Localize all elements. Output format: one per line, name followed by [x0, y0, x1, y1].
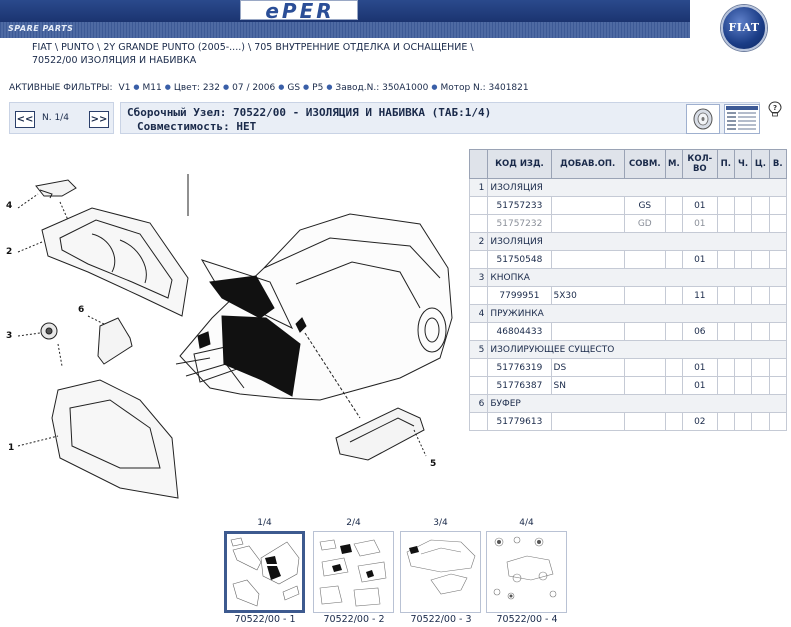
part-m: [665, 323, 682, 341]
part-row[interactable]: [470, 359, 787, 377]
filter-item: Мотор N.: 3401821: [440, 83, 529, 93]
part-compat: [624, 377, 665, 395]
filter-item: Завод.N.: 350A1000: [335, 83, 429, 93]
parts-list-view-icon[interactable]: [724, 104, 760, 134]
part-qty: 11: [682, 287, 717, 305]
app-header: [0, 0, 690, 38]
thumbnail-number: 2/4: [346, 518, 361, 528]
part-code[interactable]: 51776319: [488, 359, 551, 377]
filter-item: M11: [142, 83, 162, 93]
group-name: ИЗОЛЯЦИЯ: [488, 179, 787, 197]
header-stripe: [0, 22, 690, 38]
filter-item: GS: [287, 83, 301, 93]
bullet-icon: ●: [303, 83, 310, 91]
col-header-addon[interactable]: ДОБАВ.ОП.: [551, 150, 624, 179]
part-compat: GS: [624, 197, 665, 215]
part-m: [665, 359, 682, 377]
filters-label: АКТИВНЫЕ ФИЛЬТРЫ:: [9, 83, 113, 93]
part-addon: [551, 323, 624, 341]
breadcrumb: [32, 41, 592, 67]
part-row[interactable]: [470, 287, 787, 305]
part-code[interactable]: 51757232: [488, 215, 551, 233]
part-code[interactable]: 46804433: [488, 323, 551, 341]
eper-logo-text: ePER: [265, 0, 335, 23]
part-code[interactable]: 51757233: [488, 197, 551, 215]
part-code[interactable]: 51779613: [488, 413, 551, 431]
assembly-title: Сборочный Узел: 70522/00 - ИЗОЛЯЦИЯ И НАБИВКА (ТАБ:1/4): [127, 106, 492, 119]
part-code[interactable]: 51776387: [488, 377, 551, 395]
thumbnail-label[interactable]: 70522/00 - 4: [496, 614, 558, 625]
part-m: [665, 251, 682, 269]
thumbnail-2[interactable]: [313, 531, 394, 613]
group-row[interactable]: [470, 269, 787, 287]
bullet-icon: ●: [278, 83, 285, 91]
part-code[interactable]: 51750548: [488, 251, 551, 269]
part-row[interactable]: [470, 323, 787, 341]
bullet-icon: ●: [326, 83, 333, 91]
col-header-v[interactable]: В.: [769, 150, 786, 179]
part-code[interactable]: 7799951: [488, 287, 551, 305]
table-navigation: [9, 102, 114, 134]
part-addon: 5X30: [551, 287, 624, 305]
part-addon: SN: [551, 377, 624, 395]
wheel-view-icon[interactable]: [686, 104, 720, 134]
callout-1: 1: [8, 443, 15, 453]
part-4-shape: [36, 180, 76, 196]
thumbnail-1[interactable]: [224, 531, 305, 613]
group-name: БУФЕР: [488, 395, 787, 413]
assembly-compat: Совместимость: НЕТ: [137, 120, 257, 133]
part-addon: [551, 197, 624, 215]
group-number: 3: [470, 269, 488, 287]
part-row[interactable]: [470, 215, 787, 233]
bullet-icon: ●: [223, 83, 230, 91]
exploded-diagram: [0, 168, 465, 510]
part-addon: DS: [551, 359, 624, 377]
thumbnail-4[interactable]: [486, 531, 567, 613]
part-qty: 01: [682, 215, 717, 233]
callout-2: 2: [6, 247, 13, 257]
fiat-logo-text: FIAT: [728, 21, 760, 34]
col-header-code[interactable]: КОД ИЗД.: [488, 150, 551, 179]
group-row[interactable]: [470, 179, 787, 197]
col-header-p[interactable]: П.: [717, 150, 734, 179]
part-qty: 01: [682, 377, 717, 395]
part-row[interactable]: [470, 197, 787, 215]
eper-logo: [240, 0, 358, 23]
group-number: 5: [470, 341, 488, 359]
part-compat: [624, 359, 665, 377]
part-addon: [551, 215, 624, 233]
breadcrumb-path[interactable]: FIAT \ PUNTO \ 2Y GRANDE PUNTO (2005-....) \ 705 ВНУТРЕННИЕ ОТДЕЛКА И ОСНАЩЕНИЕ \: [32, 42, 474, 53]
thumbnail-label[interactable]: 70522/00 - 2: [323, 614, 385, 625]
part-row[interactable]: [470, 413, 787, 431]
part-qty: 06: [682, 323, 717, 341]
part-qty: 01: [682, 197, 717, 215]
parts-table: [469, 149, 787, 431]
svg-text:?: ?: [772, 104, 778, 112]
group-row[interactable]: [470, 233, 787, 251]
breadcrumb-current: 70522/00 ИЗОЛЯЦИЯ И НАБИВКА: [32, 55, 197, 66]
part-1-shape: [52, 380, 178, 498]
col-header-ch[interactable]: Ч.: [734, 150, 751, 179]
group-row[interactable]: [470, 395, 787, 413]
part-qty: 02: [682, 413, 717, 431]
group-number: 1: [470, 179, 488, 197]
col-header-ts[interactable]: Ц.: [752, 150, 769, 179]
filter-item: Цвет: 232: [173, 83, 221, 93]
fiat-logo: [721, 5, 767, 51]
part-m: [665, 197, 682, 215]
part-addon: [551, 251, 624, 269]
col-header-m[interactable]: М.: [665, 150, 682, 179]
group-number: 6: [470, 395, 488, 413]
col-header-num: [470, 150, 488, 179]
part-compat: [624, 287, 665, 305]
bullet-icon: ●: [164, 83, 171, 91]
part-row[interactable]: [470, 251, 787, 269]
part-6-shape: [98, 318, 132, 364]
assembly-info: [120, 102, 760, 134]
thumbnail-3[interactable]: [400, 531, 481, 613]
part-compat: [624, 323, 665, 341]
part-5-shape: [336, 408, 424, 460]
col-header-compat[interactable]: СОВМ.: [624, 150, 665, 179]
group-row[interactable]: [470, 341, 787, 359]
group-number: 4: [470, 305, 488, 323]
car-outline: [180, 214, 452, 400]
help-bulb-icon[interactable]: [766, 100, 784, 118]
group-name: ИЗОЛИРУЮЩЕЕ СУЩЕСТО: [488, 341, 787, 359]
prev-table-button[interactable]: <<: [15, 111, 35, 128]
part-compat: [624, 413, 665, 431]
callout-3: 3: [6, 331, 13, 341]
filter-item: 07 / 2006: [232, 83, 276, 93]
thumbnail-number: 4/4: [519, 518, 534, 528]
part-m: [665, 287, 682, 305]
part-compat: GD: [624, 215, 665, 233]
thumbnail-number: 1/4: [257, 518, 272, 528]
col-header-qty[interactable]: КОЛ-ВО: [682, 150, 717, 179]
group-number: 2: [470, 233, 488, 251]
thumbnail-label[interactable]: 70522/00 - 1: [234, 614, 296, 625]
part-qty: 01: [682, 359, 717, 377]
bullet-icon: ●: [133, 83, 140, 91]
header-subtitle: SPARE PARTS: [8, 24, 74, 33]
filter-item: P5: [312, 83, 324, 93]
callout-5: 5: [430, 459, 437, 469]
thumbnail-label[interactable]: 70522/00 - 3: [410, 614, 472, 625]
group-row[interactable]: [470, 305, 787, 323]
bullet-icon: ●: [431, 83, 438, 91]
part-m: [665, 413, 682, 431]
group-name: ПРУЖИНКА: [488, 305, 787, 323]
part-m: [665, 377, 682, 395]
next-table-button[interactable]: >>: [89, 111, 109, 128]
table-header-row: [470, 150, 787, 179]
callout-4: 4: [6, 201, 13, 211]
part-addon: [551, 413, 624, 431]
part-row[interactable]: [470, 377, 787, 395]
group-name: ИЗОЛЯЦИЯ: [488, 233, 787, 251]
thumbnail-number: 3/4: [433, 518, 448, 528]
part-m: [665, 215, 682, 233]
page-indicator: N. 1/4: [42, 113, 69, 123]
active-filters: [9, 83, 529, 93]
group-name: КНОПКА: [488, 269, 787, 287]
callout-6: 6: [78, 305, 85, 315]
filter-item: V1: [118, 83, 131, 93]
part-qty: 01: [682, 251, 717, 269]
part-compat: [624, 251, 665, 269]
